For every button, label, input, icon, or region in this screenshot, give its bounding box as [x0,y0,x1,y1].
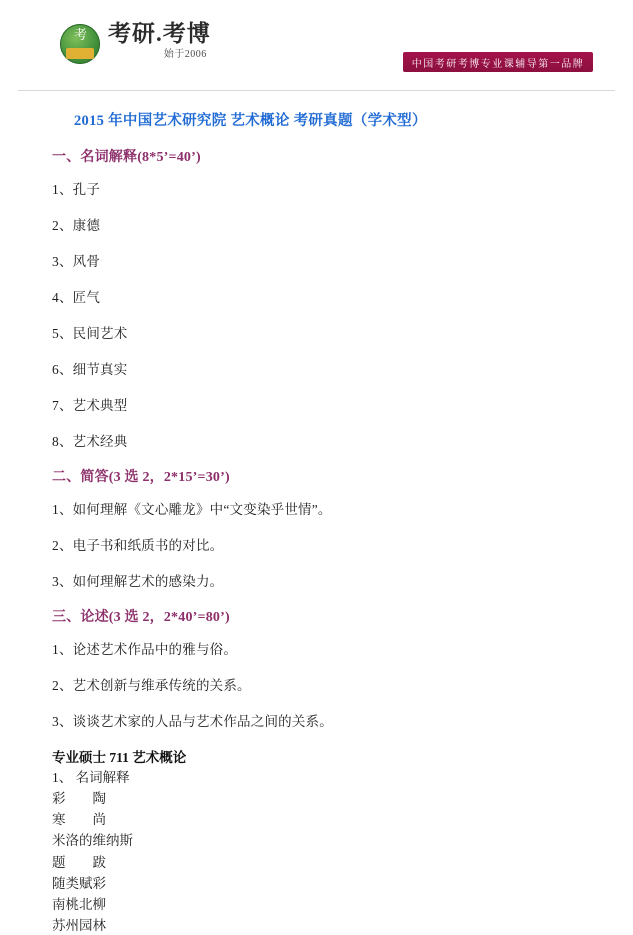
page-header [60,22,593,84]
list-item: 8、艺术经典 [52,434,128,449]
brand-emblem-glyph: 考 [73,27,86,42]
appendix-heading: 专业硕士 711 艺术概论 [52,750,187,765]
document-body [0,91,633,935]
list-item: 1、孔子 [52,182,101,197]
appendix-line: 苏州园林 [52,918,106,934]
list-item: 3、风骨 [52,254,101,269]
list-item: 4、匠气 [52,290,101,305]
list-item: 1、论述艺术作品中的雅与俗。 [52,642,238,657]
list-item: 2、艺术创新与维承传统的关系。 [52,678,251,693]
list-item: 3、谈谈艺术家的人品与艺术作品之间的关系。 [52,714,333,729]
section-heading: 二、简答(3 选 2，2*15’=30’) [52,470,230,485]
list-item: 2、康德 [52,218,101,233]
section-heading: 一、名词解释(8*5’=40’) [52,150,201,165]
list-item: 2、电子书和纸质书的对比。 [52,538,224,553]
appendix-line: 1、 名词解释 [52,770,130,785]
brand-text-group [108,22,211,60]
list-item: 1、如何理解《文心雕龙》中“文变染乎世情”。 [52,502,332,517]
section-heading: 三、论述(3 选 2，2*40’=80’) [52,610,230,625]
list-item: 3、如何理解艺术的感染力。 [52,574,224,589]
brand-title: 考研.考博 [108,21,211,46]
document-page [0,21,633,934]
list-item: 5、民间艺术 [52,326,128,341]
brand-subtitle: 始于2006 [163,49,207,60]
appendix-line: 随类赋彩 [52,875,106,891]
appendix-line: 寒 尚 [52,812,106,828]
appendix-line: 南桃北柳 [52,896,106,912]
appendix-line: 彩 陶 [52,791,106,807]
list-item: 7、艺术典型 [52,398,128,413]
appendix-line: 米洛的维纳斯 [52,833,133,849]
appendix-line: 题 跋 [52,854,106,870]
brand-emblem-icon [60,24,100,64]
brand-logo-group [60,22,211,64]
page-title: 2015 年中国艺术研究院 艺术概论 考研真题（学术型） [74,113,427,129]
list-item: 6、细节真实 [52,362,128,377]
promo-banner: 中国考研考博专业课辅导第一品牌 [403,52,593,72]
